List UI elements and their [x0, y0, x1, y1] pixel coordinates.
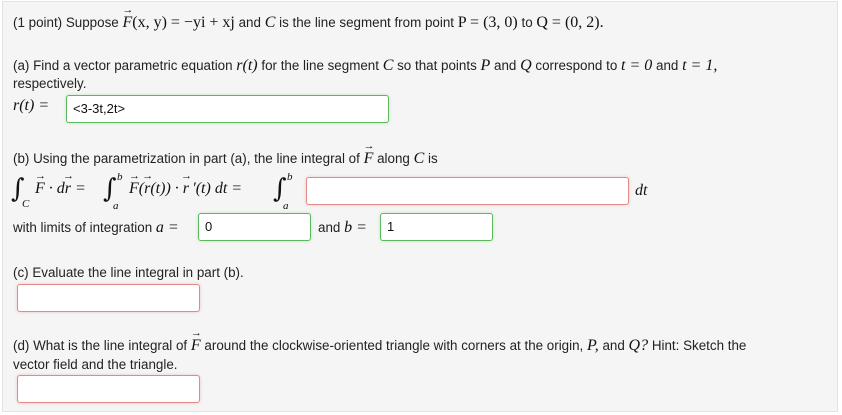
and-text: and	[318, 220, 341, 235]
and-text: and	[494, 58, 517, 73]
limits-label: with limits of integration	[13, 220, 153, 235]
r-of-t: r(t)	[236, 57, 258, 74]
curve-C: C	[382, 57, 394, 74]
answer-input-a[interactable]: <3-3t,2t>	[66, 95, 389, 123]
integral-sign-2: ∫	[103, 174, 117, 204]
curve-C: C	[413, 150, 425, 167]
lower-limit-a-2: a	[283, 200, 289, 212]
lower-limit-a: a	[113, 200, 119, 212]
part-b-text	[13, 150, 438, 168]
F-vector: → F	[122, 14, 132, 31]
F-definition: (x, y) = −yi + xj	[132, 14, 235, 31]
dt-label: dt	[635, 182, 648, 199]
part-a-text	[13, 57, 717, 75]
problem-panel	[2, 1, 838, 412]
point-P-label: P,	[587, 337, 599, 354]
upper-limit-b: b	[117, 171, 123, 183]
lower-limit-C: C	[22, 198, 30, 210]
r-of-t-label: r(t) =	[13, 97, 50, 114]
part-d-text-line2: vector field and the triangle.	[13, 357, 178, 372]
answer-input-b-limit[interactable]: 1	[380, 213, 493, 241]
a-equals: a =	[155, 219, 179, 236]
part-c-text: (c) Evaluate the line integral in part (b).	[13, 265, 244, 280]
integral-sign-3: ∫	[273, 174, 287, 204]
point-Q-label: Q	[520, 57, 532, 74]
F-vector: → F	[191, 337, 201, 354]
t-one: t = 1,	[682, 57, 718, 74]
is-text: is	[428, 151, 438, 166]
answer-input-d[interactable]	[17, 375, 200, 403]
segment-text: is the line segment from point	[279, 15, 455, 30]
t-zero: t = 0	[621, 57, 653, 74]
integrand-2: → F(→ r(t)) · → r ′(t) dt =	[129, 180, 242, 198]
points-label: (1 point)	[13, 15, 63, 30]
part-a-text-line2: respectively.	[13, 76, 87, 91]
problem-statement	[13, 14, 604, 32]
part-d-prefix: (d) What is the line integral of	[13, 338, 188, 353]
answer-input-b-integrand[interactable]	[306, 177, 629, 205]
part-a-prefix: (a) Find a vector parametric equation	[13, 58, 233, 73]
part-b-prefix: (b) Using the parametrization in part (a), the line integral of	[13, 151, 360, 166]
along-text: along	[377, 151, 410, 166]
answer-input-c[interactable]	[17, 284, 200, 312]
part-a-mid3: correspond to	[535, 58, 618, 73]
to-text: to	[521, 15, 533, 30]
intro-text: Suppose	[65, 15, 119, 30]
part-d-text	[13, 337, 746, 355]
limits-text	[13, 219, 179, 237]
part-d-mid: around the clockwise-oriented triangle with corners at the origin,	[204, 338, 584, 353]
point-P: P = (3, 0)	[457, 14, 518, 31]
curve-C: C	[264, 14, 276, 31]
and-text: and	[238, 15, 261, 30]
hint-text: Hint: Sketch the	[651, 338, 747, 353]
answer-input-a-limit[interactable]: 0	[198, 213, 311, 241]
integrand-1: → F · d→ r =	[35, 180, 86, 198]
and-text: and	[602, 338, 625, 353]
point-Q: Q = (0, 2).	[536, 14, 604, 31]
part-a-mid: for the line segment	[261, 58, 379, 73]
upper-limit-b-2: b	[287, 171, 293, 183]
integral-sign-1: ∫	[11, 174, 25, 204]
F-vector: → F	[364, 150, 374, 167]
b-equals: b =	[344, 219, 367, 236]
part-a-mid2: so that points	[397, 58, 477, 73]
point-P-label: P	[480, 57, 491, 74]
b-limit-label	[318, 219, 367, 237]
point-Q-label: Q?	[628, 337, 649, 354]
and-text-2: and	[656, 58, 679, 73]
